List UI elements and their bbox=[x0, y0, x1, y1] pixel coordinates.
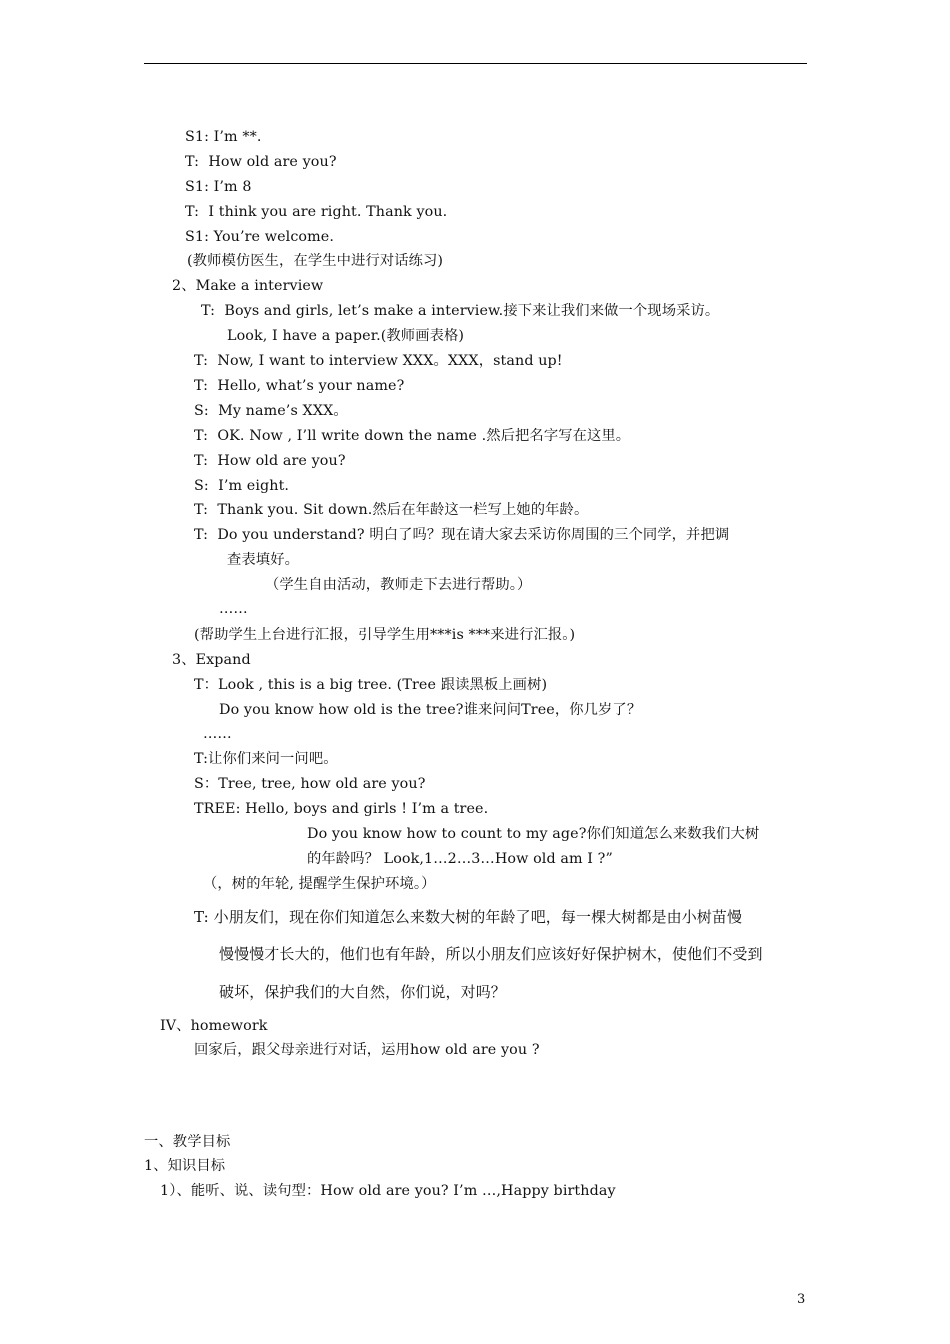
dialogue-line: T：Look , this is a big tree. (Tree 跟读黑板上画树) bbox=[194, 677, 548, 693]
dialogue-line: S1: I’m **. bbox=[185, 129, 262, 145]
teacher-note: （学生自由活动，教师走下去进行帮助。） bbox=[265, 577, 532, 593]
dialogue-line: T: How old are you? bbox=[194, 453, 346, 469]
dialogue-line: S：Tree, tree, how old are you? bbox=[194, 776, 426, 792]
dialogue-line: Look, I have a paper.(教师画表格) bbox=[227, 328, 465, 344]
dialogue-line: T: Thank you. Sit down.然后在年龄这一栏写上她的年龄。 bbox=[194, 502, 589, 518]
section-heading: 一、教学目标 bbox=[144, 1134, 231, 1150]
paragraph-line: 破坏，保护我们的大自然，你们说，对吗？ bbox=[219, 983, 506, 1001]
section-heading: IV、homework bbox=[160, 1018, 268, 1034]
page-number: 3 bbox=[797, 1292, 806, 1307]
objective-line: 1）、能听、说、读句型：How old are you? I’m …,Happy birthday bbox=[160, 1183, 616, 1199]
section-heading: 2、Make a interview bbox=[172, 278, 324, 294]
ellipsis: …… bbox=[203, 726, 232, 742]
teacher-note: （，树的年轮, 提醒学生保护环境。） bbox=[203, 876, 436, 892]
dialogue-line: Do you know how to count to my age?你们知道怎么来数我们大树 bbox=[307, 826, 760, 842]
dialogue-line: T: OK. Now , I’ll write down the name .然后把名字写在这里。 bbox=[194, 428, 631, 444]
dialogue-line: T: Do you understand? 明白了吗？现在请大家去采访你周围的三个同学，并把调 bbox=[194, 527, 730, 543]
dialogue-line: 的年龄吗？ Look,1…2…3…How old am I ?” bbox=[307, 851, 613, 867]
dialogue-line: T: Hello, what’s your name? bbox=[194, 378, 405, 394]
dialogue-line: T: Boys and girls, let’s make a interview.接下来让我们来做一个现场采访。 bbox=[201, 303, 720, 319]
dialogue-line: T: How old are you? bbox=[185, 154, 337, 170]
paragraph-line: T: 小朋友们，现在你们知道怎么来数大树的年龄了吧，每一棵大树都是由小树苗慢 bbox=[194, 908, 743, 926]
paragraph-line: 慢慢慢才长大的，他们也有年龄，所以小朋友们应该好好保护树木，使他们不受到 bbox=[219, 945, 763, 963]
dialogue-line: T: Now, I want to interview XXX。XXX，stand up! bbox=[194, 353, 563, 369]
header-rule bbox=[144, 63, 807, 64]
dialogue-line: T:让你们来问一问吧。 bbox=[194, 751, 338, 767]
dialogue-line: S: I’m eight. bbox=[194, 478, 290, 494]
dialogue-line: S1: I’m 8 bbox=[185, 179, 252, 195]
teacher-note: (教师模仿医生，在学生中进行对话练习) bbox=[187, 253, 444, 269]
dialogue-line: S1: You’re welcome. bbox=[185, 229, 334, 245]
ellipsis: …… bbox=[219, 601, 248, 617]
section-heading: 3、Expand bbox=[172, 652, 251, 668]
dialogue-line: Do you know how old is the tree?谁来问问Tree，你几岁了？ bbox=[219, 702, 642, 718]
dialogue-line: 查表填好。 bbox=[227, 552, 299, 568]
homework-text: 回家后，跟父母亲进行对话，运用how old are you ? bbox=[194, 1042, 540, 1058]
subsection-heading: 1、知识目标 bbox=[144, 1158, 226, 1174]
dialogue-line: T: I think you are right. Thank you. bbox=[185, 204, 448, 220]
teacher-note: (帮助学生上台进行汇报，引导学生用***is ***来进行汇报。) bbox=[194, 627, 576, 643]
dialogue-line: S: My name’s XXX。 bbox=[194, 403, 348, 419]
dialogue-line: TREE: Hello, boys and girls ! I’m a tree. bbox=[194, 801, 489, 817]
